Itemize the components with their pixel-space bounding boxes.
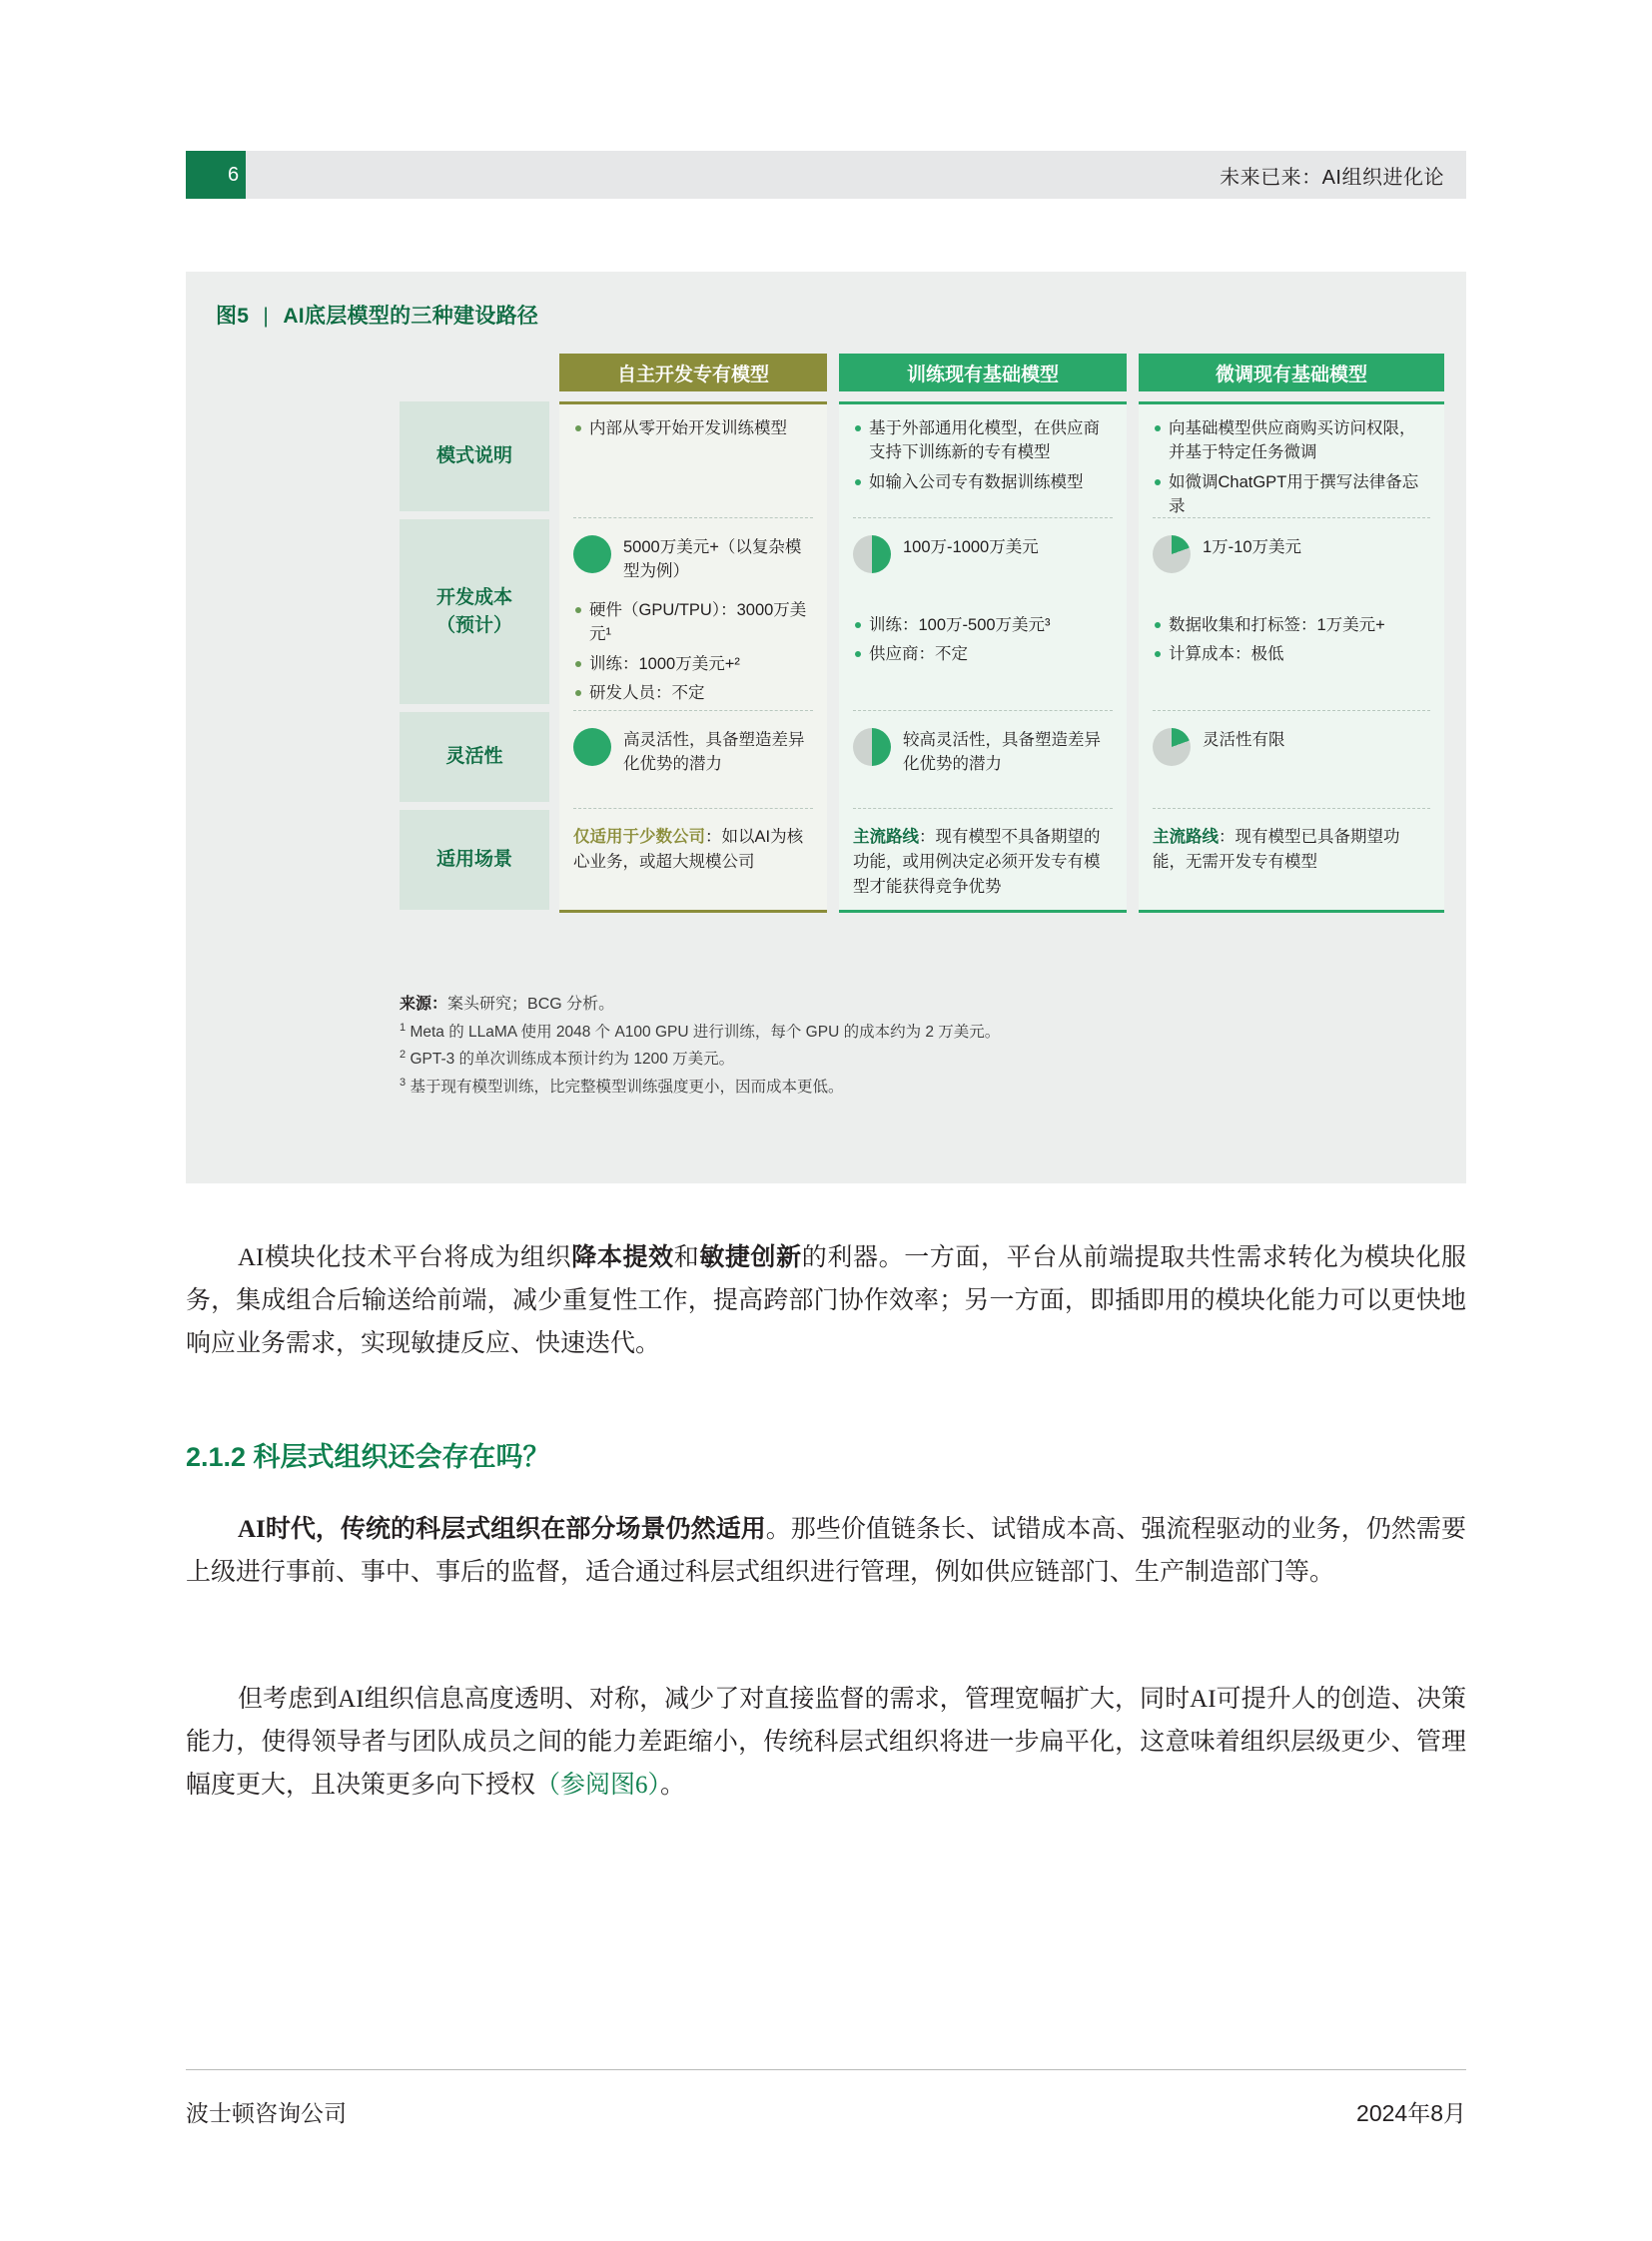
exhibit-notes [400,991,1418,1101]
footer-date: 2024年8月 [1356,2100,1466,2126]
exhibit-panel [186,272,1466,1183]
footnote-1-text: Meta 的 LLaMA 使用 2048 个 A100 GPU 进行训练，每个 GPU 的成本约为 2 万美元。 [410,1024,1001,1042]
paragraph-hierarchy-still-applies [186,1508,1466,1594]
bullet-item: 向基础模型供应商购买访问权限，并基于特定任务微调 [1153,416,1428,465]
para1-part-a: AI模块化技术平台将成为组织 [238,1244,572,1271]
row-label-use-case: 适用场景 [400,810,549,910]
source-label: 来源： [400,996,448,1013]
document-title: 未来已来：AI组织进化论 [1220,166,1444,189]
row-label-cost-line2: （预计） [435,614,512,636]
scenario-lead: 主流路线 [853,828,919,846]
bullet-item: 训练：100万-500万美元³ [853,613,1111,637]
cost-headline: 100万-1000万美元 [903,538,1039,556]
cost-headline: 5000万美元+（以复杂模型为例） [623,538,802,580]
exhibit-label: 图5 [216,305,250,328]
scenario-text-col2 [853,825,1111,899]
bullet-item: 研发人员：不定 [573,681,811,705]
cell-mode-col1 [559,404,827,514]
donut-chart-icon [1153,535,1191,573]
cell-divider [573,517,813,518]
footnote-2: $^2$ GPT-3 的单次训练成本预计约为 1200 万美元。 [400,1049,735,1069]
column-header-own-model: 自主开发专有模型 [559,354,827,391]
cost-metric-col1 [573,534,811,584]
scenario-rest: ：如以AI为核心业务，或超大规模公司 [573,828,804,871]
scenario-rest: ：现有模型已具备期望功能，无需开发专有模型 [1153,828,1400,871]
flexibility-text: 较高灵活性，具备塑造差异化优势的潜力 [903,731,1101,773]
column-accent-rule [559,910,827,913]
cell-flexibility-col3 [1139,715,1444,805]
cell-divider [853,517,1113,518]
cell-scenario-col2 [839,813,1127,913]
cost-headline: 1万-10万美元 [1203,538,1302,556]
bullet-item: 基于外部通用化模型，在供应商支持下训练新的专有模型 [853,416,1111,465]
exhibit-title [216,300,538,330]
footnote-3: $^3$ 基于现有模型训练，比完整模型训练强度更小，因而成本更低。 [400,1076,844,1096]
cell-divider [1153,517,1430,518]
exhibit-matrix [400,354,1444,948]
cell-mode-col3 [1139,404,1444,514]
cell-divider [853,808,1113,809]
flexibility-metric-col3 [1153,727,1428,766]
page-header [186,151,1466,199]
para1-part-d: 的利器。一方面，平台从前端提取共性需求转化为模块化服务，集成组合后输送给前端，减少重复性工作，提高跨部门协作效率；另一方面，即插即用的模块化能力可以更快地响应业务需求，实现敏捷反应、快速迭代。 [186,1244,1466,1357]
column-header-train-existing: 训练现有基础模型 [839,354,1127,391]
cell-cost-col2 [839,522,1127,715]
paragraph-flattening [186,1678,1466,1807]
bullet-item: 内部从零开始开发训练模型 [573,416,811,440]
scenario-text-col3 [1153,825,1428,875]
cell-flexibility-col1 [559,715,827,805]
donut-chart-icon [1153,728,1191,766]
cell-flexibility-col2 [839,715,1127,805]
bullet-item: 如微调ChatGPT用于撰写法律备忘录 [1153,470,1428,519]
bullet-item: 如输入公司专有数据训练模型 [853,470,1111,494]
cell-divider [573,808,813,809]
footer-divider [186,2069,1466,2070]
donut-chart-icon [853,535,891,573]
footnote-1: $^1$ Meta 的 LLaMA 使用 2048 个 A100 GPU 进行训练，每个 GPU 的成本约为 2 万美元。 [400,1022,1001,1042]
donut-chart-icon [573,535,611,573]
scenario-text-col1 [573,825,811,875]
bullet-item: 供应商：不定 [853,642,1111,666]
column-header-finetune-existing: 微调现有基础模型 [1139,354,1444,391]
cell-scenario-col1 [559,813,827,913]
footer-company: 波士顿咨询公司 [186,2100,347,2126]
paragraph-modular-platform [186,1236,1466,1365]
source-text: 案头研究；BCG 分析。 [447,996,615,1013]
flexibility-metric-col2 [853,727,1111,777]
cost-metric-col3 [1153,534,1428,573]
para1-bold-2: 敏捷创新 [699,1244,802,1271]
footnote-3-text: 基于现有模型训练，比完整模型训练强度更小，因而成本更低。 [410,1078,844,1096]
bullet-item: 训练：1000万美元+² [573,652,811,676]
bullet-item: 数据收集和打标签：1万美元+ [1153,613,1428,637]
matrix-column-train-existing [839,401,1127,910]
column-accent-rule [839,910,1127,913]
footnote-2-text: GPT-3 的单次训练成本预计约为 1200 万美元。 [410,1051,735,1069]
cell-scenario-col3 [1139,813,1444,913]
row-label-development-cost [400,519,549,704]
matrix-column-finetune-existing [1139,401,1444,910]
para2-bold: AI时代，传统的科层式组织在部分场景仍然适用 [238,1516,766,1543]
page-number: 6 [186,151,246,199]
column-accent-rule [1139,910,1444,913]
cell-divider [853,710,1113,711]
scenario-rest: ：现有模型不具备期望的功能，或用例决定必须开发专有模型才能获得竞争优势 [853,828,1101,896]
figure-reference-link[interactable]: （参阅图6） [535,1772,661,1799]
scenario-lead: 仅适用于少数公司 [573,828,705,846]
cell-cost-col1 [559,522,827,715]
para3-part-a: 但考虑到AI组织信息高度透明、对称，减少了对直接监督的需求，管理宽幅扩大，同时AI可提升人的创造、决策能力，使得领导者与团队成员之间的能力差距缩小，传统科层式组织将进一步扁平化，这意味着组织层级更少、管理幅度更大，且决策更多向下授权 [186,1686,1466,1799]
cell-divider [1153,710,1430,711]
donut-chart-icon [573,728,611,766]
row-label-mode-description: 模式说明 [400,401,549,511]
cell-cost-col3 [1139,522,1444,715]
flexibility-text: 高灵活性，具备塑造差异化优势的潜力 [623,731,805,773]
cell-mode-col2 [839,404,1127,514]
source-line [400,991,1418,1019]
para2-rest: 。那些价值链条长、试错成本高、强流程驱动的业务，仍然需要上级进行事前、事中、事后的监督，适合通过科层式组织进行管理，例如供应链部门、生产制造部门等。 [186,1516,1466,1586]
row-label-flexibility: 灵活性 [400,712,549,802]
matrix-column-headers [400,354,1444,391]
row-label-cost-line1: 开发成本 [435,586,512,608]
scenario-lead: 主流路线 [1153,828,1219,846]
flexibility-metric-col1 [573,727,811,777]
para3-end: 。 [660,1772,686,1799]
bullet-item: 计算成本：极低 [1153,642,1428,666]
bullet-item: 硬件（GPU/TPU）：3000万美元¹ [573,598,811,647]
matrix-column-own-model [559,401,827,910]
donut-chart-icon [853,728,891,766]
cell-divider [1153,808,1430,809]
flexibility-text: 灵活性有限 [1203,731,1285,749]
exhibit-separator: | [263,305,270,328]
para1-bold-1: 降本提效 [571,1244,674,1271]
cell-divider [573,710,813,711]
para1-part-c: 和 [673,1244,700,1271]
section-heading-2-1-2: 2.1.2 科层式组织还会存在吗？ [186,1442,550,1472]
exhibit-title-text: AI底层模型的三种建设路径 [283,305,539,328]
cost-metric-col2 [853,534,1111,573]
